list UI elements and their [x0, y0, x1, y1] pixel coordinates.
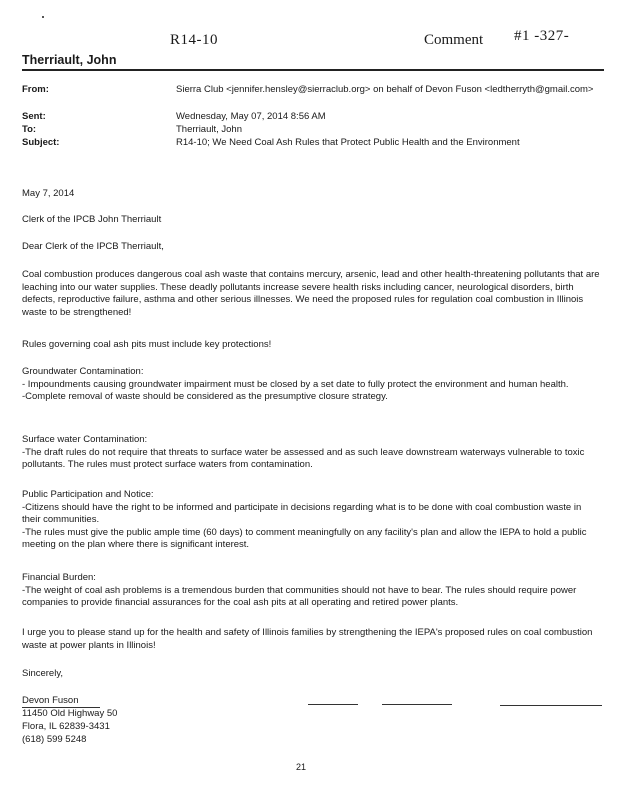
section-financial-burden — [22, 572, 602, 610]
from-label: From: — [22, 84, 49, 95]
section-heading: Public Participation and Notice: — [22, 489, 154, 500]
scan-speck — [42, 16, 44, 18]
section-groundwater — [22, 366, 602, 404]
sent-value: Wednesday, May 07, 2014 8:56 AM — [176, 111, 326, 122]
section-line: -The draft rules do not require that threats to surface water be assessed and as such leave downstream waterways vulnerable to toxic pollutants. The rules must protect surface waters from contamination. — [22, 446, 585, 471]
closing-plea: I urge you to please stand up for the health and safety of Illinois families by strengthening the IEPA's proposed rules on coal combustion waste at power plants in Illinois! — [22, 627, 593, 651]
intro-paragraph: Coal combustion produces dangerous coal ash waste that contains mercury, arsenic, lead and other health-threatening pollutants that are leaching into our water supplies. These deadly pollutants increase severe health risks including cancer, neurological disorders, birth defects, reproductive failure, asthma and other serious illnesses. We need the proposed rules for regulation coal combustion in Illinois waste to be strengthened! — [22, 269, 600, 318]
sent-label: Sent: — [22, 111, 46, 122]
section-line: -Citizens should have the right to be informed and participate in decisions regarding what is to be done with coal combustion waste in their communities. — [22, 501, 582, 526]
from-value: Sierra Club <jennifer.hensley@sierraclub.org> on behalf of Devon Fuson <ledtherryth@gmail.com> — [176, 84, 594, 95]
signer-address-line1: 11450 Old Highway 50 — [22, 708, 118, 719]
section-surface-water — [22, 434, 602, 472]
signoff: Sincerely, — [22, 668, 64, 679]
section-heading: Groundwater Contamination: — [22, 366, 144, 377]
comment-label: Comment — [424, 32, 484, 48]
section-line: - Impoundments causing groundwater impairment must be closed by a set date to fully protect the environment and human health. — [22, 378, 569, 390]
section-line: -The rules must give the public ample time (60 days) to comment meaningfully on any facility's plan and allow the IEPA to hold a public meeting on the plan where there is significant interest. — [22, 526, 587, 551]
section-heading: Financial Burden: — [22, 572, 96, 583]
rules-intro: Rules governing coal ash pits must include key protections! — [22, 339, 272, 350]
signature-rule — [382, 704, 452, 705]
signature-block — [22, 694, 602, 746]
letter-date: May 7, 2014 — [22, 188, 75, 199]
section-public-participation — [22, 489, 602, 552]
section-heading: Surface water Contamination: — [22, 434, 148, 445]
signer-name: Devon Fuson — [22, 695, 79, 706]
signature-rule — [308, 704, 358, 705]
letter-salutation: Dear Clerk of the IPCB Therriault, — [22, 241, 164, 252]
docket-number: R14-10 — [170, 32, 218, 48]
section-line: -Complete removal of waste should be considered as the presumptive closure strategy. — [22, 391, 388, 403]
signature-rule — [500, 705, 602, 706]
signer-phone: (618) 599 5248 — [22, 734, 87, 745]
comment-number: #1 -327- — [514, 28, 570, 44]
recipient-name: Therriault, John — [22, 53, 117, 67]
to-value: Therriault, John — [176, 124, 243, 135]
section-line: -The weight of coal ash problems is a tremendous burden that communities should not have to bear. The rules should require power companies to provide financial assurances for the coal ash pits at all operating and retired power plants. — [22, 584, 577, 609]
subject-value: R14-10; We Need Coal Ash Rules that Protect Public Health and the Environment — [176, 137, 520, 148]
header-rule — [22, 69, 604, 71]
subject-label: Subject: — [22, 137, 60, 148]
letter-addressee: Clerk of the IPCB John Therriault — [22, 214, 162, 225]
to-label: To: — [22, 124, 37, 135]
signer-address-line2: Flora, IL 62839-3431 — [22, 721, 110, 732]
signature-rule — [22, 707, 100, 708]
page-number: 21 — [296, 762, 307, 772]
